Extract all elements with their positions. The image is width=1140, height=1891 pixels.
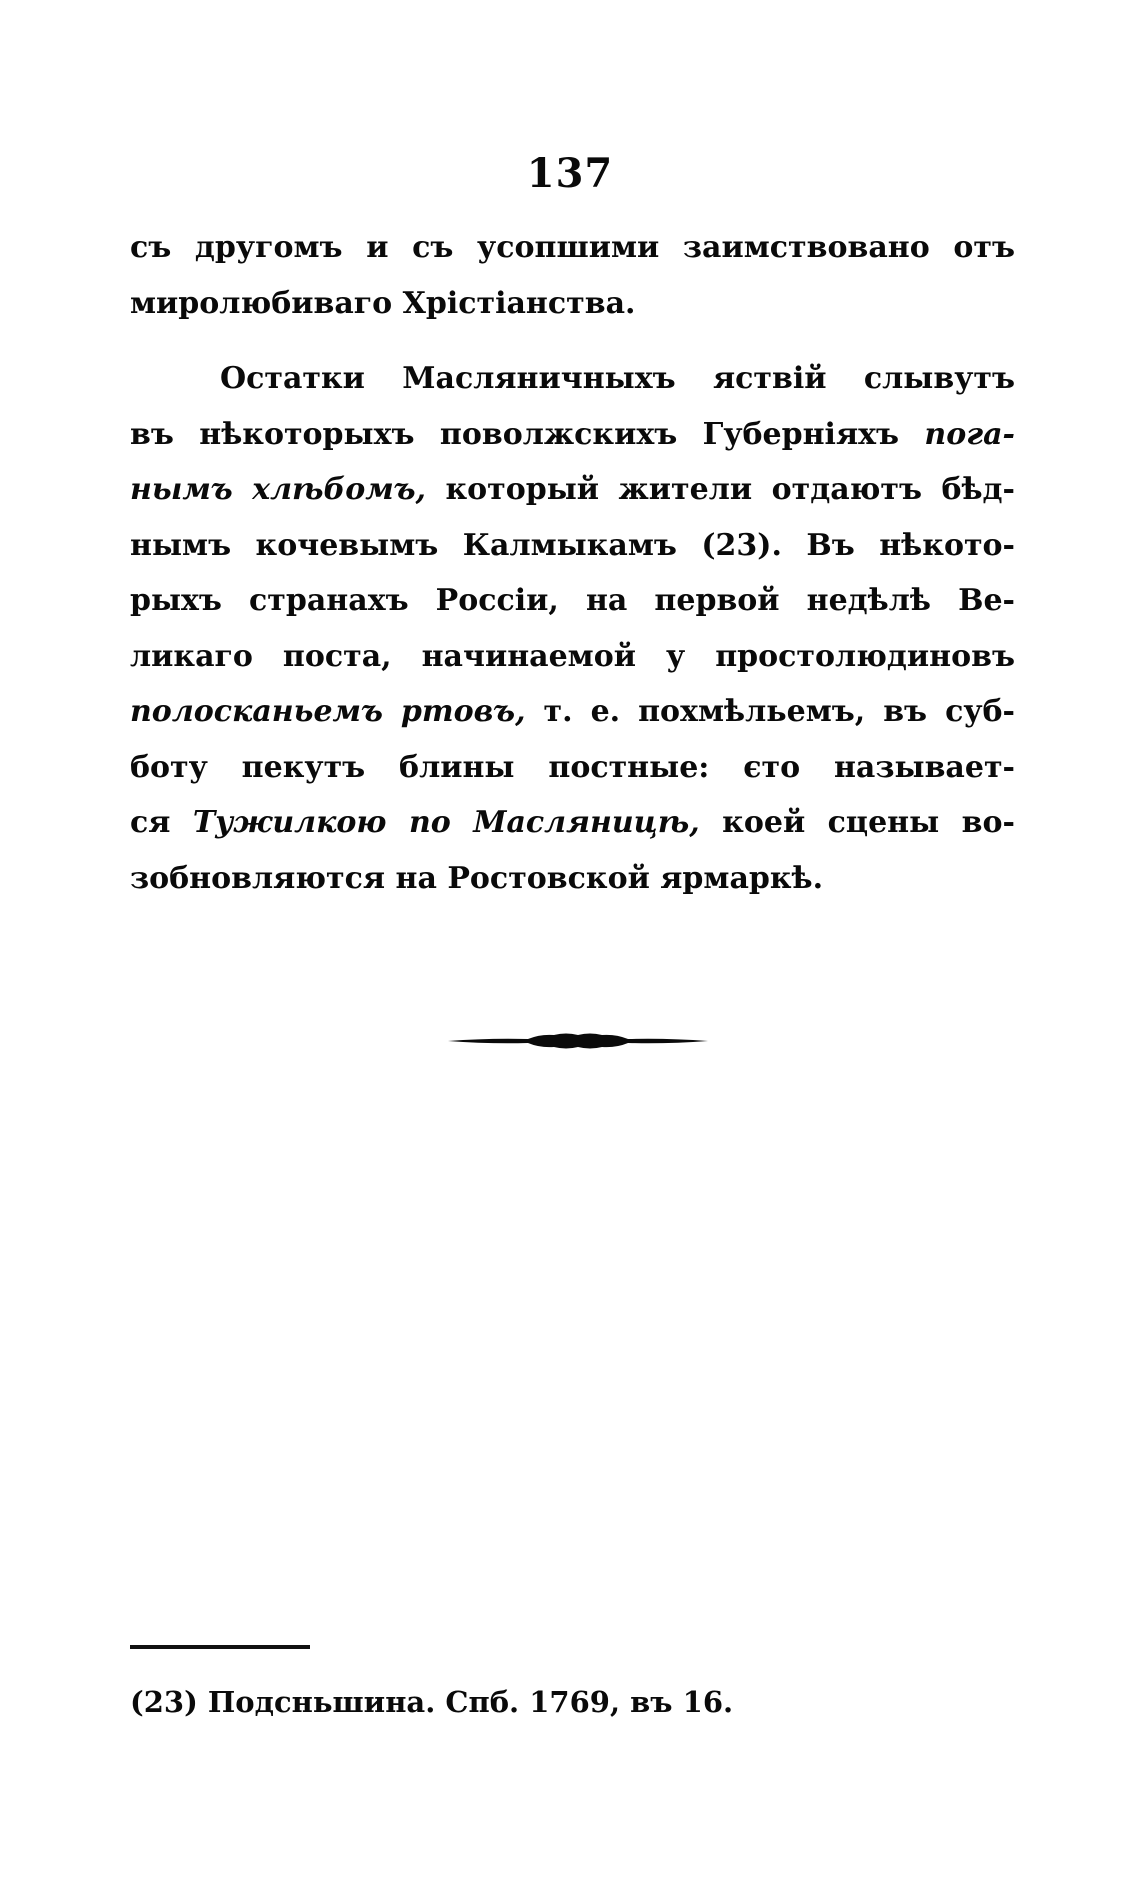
text-line-5-italic: нымъ хлѣбомъ, xyxy=(130,472,426,507)
footnote-rule xyxy=(130,1645,310,1649)
text-line-8: ликаго поста, начинаемой у простолюдиновъ xyxy=(130,638,1015,674)
text-line-2: миролюбиваго Хрістіанства. xyxy=(130,285,636,321)
text-line-11-italic: Тужилкою по Масляницѣ, xyxy=(192,805,700,840)
text-line-5 xyxy=(130,462,1015,518)
page-number: 137 xyxy=(526,150,614,197)
text-line-9-rest: т. е. похмѣльемъ, въ суб- xyxy=(525,694,1015,729)
text-line-6: нымъ кочевымъ Калмыкамъ (23). Въ нѣкото- xyxy=(130,527,1015,563)
text-line-11 xyxy=(130,795,1015,851)
text-line-5-rest: который жители отдаютъ бѣд- xyxy=(426,472,1015,507)
ornament-divider xyxy=(448,1029,708,1053)
body-text xyxy=(130,220,1015,906)
text-line-4-italic: пога- xyxy=(924,416,1015,452)
text-line-9-italic: полосканьемъ ртовъ, xyxy=(130,694,526,729)
text-line-4-start: въ нѣкоторыхъ поволжскихъ Губерніяхъ xyxy=(130,416,925,452)
text-line-3: Остатки Масляничныхъ яствій слывутъ xyxy=(220,361,1015,396)
footnote: (23) Подсньшина. Спб. 1769, въ 16. xyxy=(130,1685,734,1719)
text-line-11-start: ся xyxy=(130,805,193,840)
text-line-7: рыхъ странахъ Россіи, на первой недѣлѣ Ве- xyxy=(130,583,1015,618)
text-line-9 xyxy=(130,684,1015,740)
text-line-11-rest: коей сцены во- xyxy=(699,805,1015,840)
text-line-10: боту пекутъ блины постные: єто называет- xyxy=(130,749,1015,785)
text-line-12: зобновляются на Ростовской ярмаркѣ. xyxy=(130,860,824,896)
text-line-4 xyxy=(130,407,1015,463)
text-line-1: съ другомъ и съ усопшими заимствовано отъ xyxy=(130,230,1015,265)
